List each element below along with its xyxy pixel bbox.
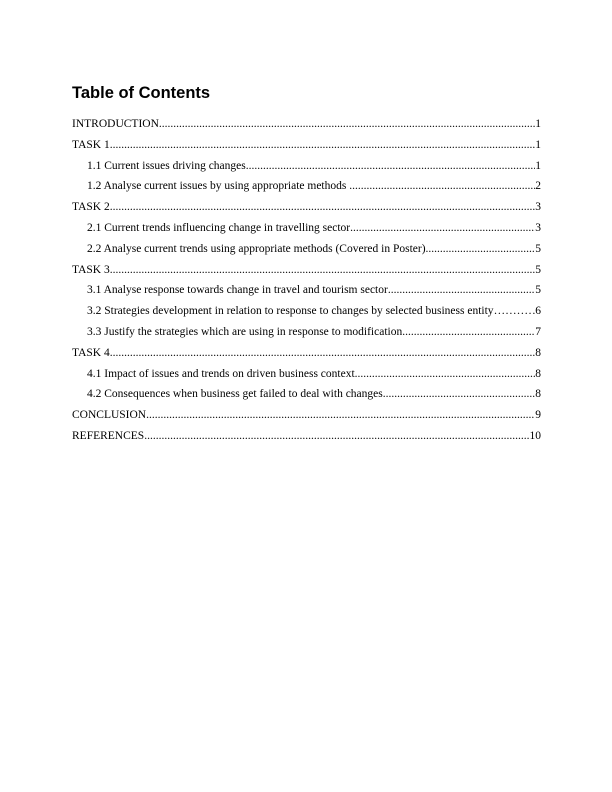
toc-entry-text: CONCLUSION: [72, 409, 147, 422]
toc-entry-text: INTRODUCTION: [72, 118, 159, 130]
toc-dot-leader: [144, 429, 529, 443]
toc-dot-leader: [246, 159, 536, 173]
toc-entry-1-1[interactable]: [72, 159, 541, 180]
toc-entry-task-3[interactable]: [72, 263, 541, 284]
toc-entry-text: 3.1 Analyse response towards change in travel and tourism sector: [87, 284, 388, 297]
toc-dot-leader: [355, 367, 536, 381]
toc-entry-text: 4.2 Consequences when business get failed to deal with changes: [87, 388, 383, 401]
toc-entry-page: 1: [535, 138, 541, 151]
toc-entry-page: 8: [535, 388, 541, 401]
toc-entry-text: TASK 1: [72, 138, 110, 151]
toc-dot-leader: [146, 408, 535, 422]
toc-dot-leader: [110, 138, 536, 152]
toc-entry-conclusion[interactable]: [72, 408, 541, 429]
toc-dot-leader: [159, 117, 535, 131]
toc-entry-4-1[interactable]: [72, 367, 541, 388]
toc-entry-text: TASK 3: [72, 263, 110, 276]
toc-entry-page: 8: [535, 346, 541, 359]
toc-entry-text: 3.2 Strategies development in relation to response to changes by selected business entity: [87, 305, 494, 318]
toc-entry-page: 3: [535, 221, 541, 234]
toc-entry-text: TASK 2: [72, 201, 110, 214]
toc-entry-page: 7: [535, 325, 541, 338]
toc-entry-text: 4.1 Impact of issues and trends on driven business context: [87, 367, 355, 380]
toc-entry-3-1[interactable]: [72, 283, 541, 304]
toc-entry-text: 1.1 Current issues driving changes: [87, 159, 246, 172]
toc-entry-task-2[interactable]: [72, 200, 541, 221]
toc-dot-leader: [110, 200, 536, 214]
toc-entry-page: 3: [535, 201, 541, 214]
toc-entry-3-2[interactable]: [72, 304, 541, 325]
toc-entry-text: 3.3 Justify the strategies which are using in response to modification: [87, 325, 403, 338]
toc-entry-references[interactable]: [72, 429, 541, 450]
toc-dot-leader: [426, 242, 536, 256]
toc-dot-leader: [110, 263, 536, 277]
toc-entry-4-2[interactable]: [72, 387, 541, 408]
toc-entry-page: 2: [535, 180, 541, 193]
toc-entry-2-1[interactable]: [72, 221, 541, 242]
toc-entry-page: 8: [535, 367, 541, 380]
toc-dot-leader: [388, 283, 535, 297]
toc-entry-page: 1: [535, 159, 541, 172]
toc-entry-3-3[interactable]: [72, 325, 541, 346]
toc-title: Table of Contents: [72, 84, 211, 102]
toc-entry-page: 1: [535, 118, 541, 130]
toc-entry-page: 5: [535, 263, 541, 276]
toc-dot-leader: [402, 325, 535, 339]
toc-dot-leader: [494, 304, 536, 318]
toc-entry-introduction[interactable]: [72, 117, 541, 138]
toc-entry-1-2[interactable]: [72, 179, 541, 200]
toc-entry-page: 9: [535, 409, 541, 422]
toc-dot-leader: [350, 221, 535, 235]
toc-entry-task-1[interactable]: [72, 138, 541, 159]
toc-dot-leader: [349, 179, 535, 193]
toc-dot-leader: [110, 346, 536, 360]
toc-entry-text: REFERENCES: [72, 429, 145, 442]
toc-list: [72, 117, 541, 450]
toc-entry-text: 2.2 Analyse current trends using appropriate methods (Covered in Poster): [87, 242, 426, 255]
toc-entry-page: 5: [535, 284, 541, 297]
toc-entry-text: 2.1 Current trends influencing change in travelling sector: [87, 221, 351, 234]
toc-entry-task-4[interactable]: [72, 346, 541, 367]
toc-entry-text: 1.2 Analyse current issues by using appropriate methods: [87, 180, 350, 193]
toc-entry-page: 5: [535, 242, 541, 255]
toc-entry-page: 10: [529, 429, 541, 442]
toc-dot-leader: [383, 387, 536, 401]
toc-entry-2-2[interactable]: [72, 242, 541, 263]
toc-entry-page: 6: [535, 305, 541, 318]
toc-entry-text: TASK 4: [72, 346, 110, 359]
